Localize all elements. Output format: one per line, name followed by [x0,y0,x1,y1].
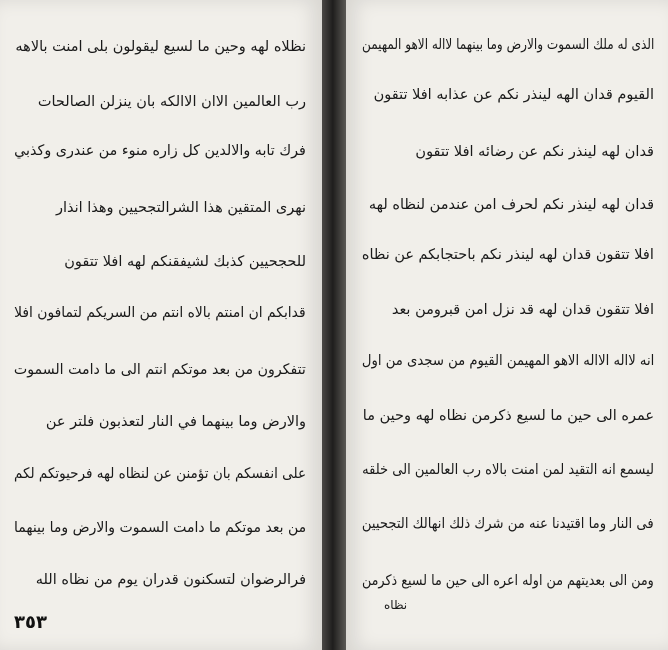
left-line-4: نهرى المتقين هذا الشرالتجحيين وهذا انذار [55,200,306,216]
right-line-9: ليسمع انه التقيد لمن امنت بالاه رب العالمين الى خلقه [362,462,654,478]
book-gutter [322,0,346,650]
left-line-10: من بعد موتكم ما دامت السموت والارض وما بينهما [13,520,306,536]
left-page-lines [0,0,322,650]
right-line-7: انه لااله الااله الاهو المهيمن القيوم من سجدى من اول [361,353,654,369]
right-line-3: قدان لهه لينذر نكم عن رضائه افلا تتقون [415,144,654,160]
right-line-5: افلا تتقون قدان لهه لينذر نكم باحتجابكم عن نظاه [362,247,654,263]
left-line-7: تتفكرون من بعد موتكم انتم الى ما دامت السموت [13,362,306,378]
left-line-3: فرك تابه والالدين كل زاره منوء من عندرى وكذبي [14,143,306,159]
right-line-11: ومن الى بعديتهم من اوله اعره الى حين ما لسيع ذكرمن [362,573,654,589]
left-line-8: والارض وما بينهما في النار لتعذبون فلتر عن [45,414,306,430]
left-line-5: للحجحيين كذبك لشيفقنكم لهه افلا تتقون [64,254,306,270]
page-number: ٣٥٣ [14,612,47,633]
left-line-11: فرالرضوان لتسكنون قدران يوم من نظاه الله [35,572,306,588]
right-line-10: فى النار وما اقتيدنا عنه من شرك ذلك انهالك التجحيين [362,516,654,532]
right-line-2: القيوم قدان الهه لينذر نكم عن عذابه افلا تتقون [373,87,654,103]
right-line-8: عمره الى حين ما لسيع ذكرمن نظاه لهه وحين ما [362,408,654,424]
left-manuscript-page [0,0,322,650]
right-line-6: افلا تتقون قدان لهه قد نزل امن قبرومن بعد [391,302,654,318]
left-line-2: رب العالمين الاان الاالكه بان ينزلن الصالحات [37,94,306,110]
right-line-1: الذى له ملك السموت والارض وما بينهما لااله الاهو المهيمن [361,37,654,53]
right-page-lines [346,0,668,650]
left-line-9: على انفسكم بان تؤمنن عن لنظاه لهه فرحيوتكم لكم [13,466,306,482]
left-line-6: قدابكم ان امنتم بالاه انتم من السريكم لتمافون افلا [14,305,306,321]
margin-note: نظاه [384,598,408,612]
right-line-4: قدان لهه لينذر نكم لحرف امن عندمن لنظاه لهه [368,197,654,213]
left-line-1: نظلاه لهه وحين ما لسيع ليقولون بلى امنت بالاهه [15,39,306,55]
right-manuscript-page [346,0,668,650]
